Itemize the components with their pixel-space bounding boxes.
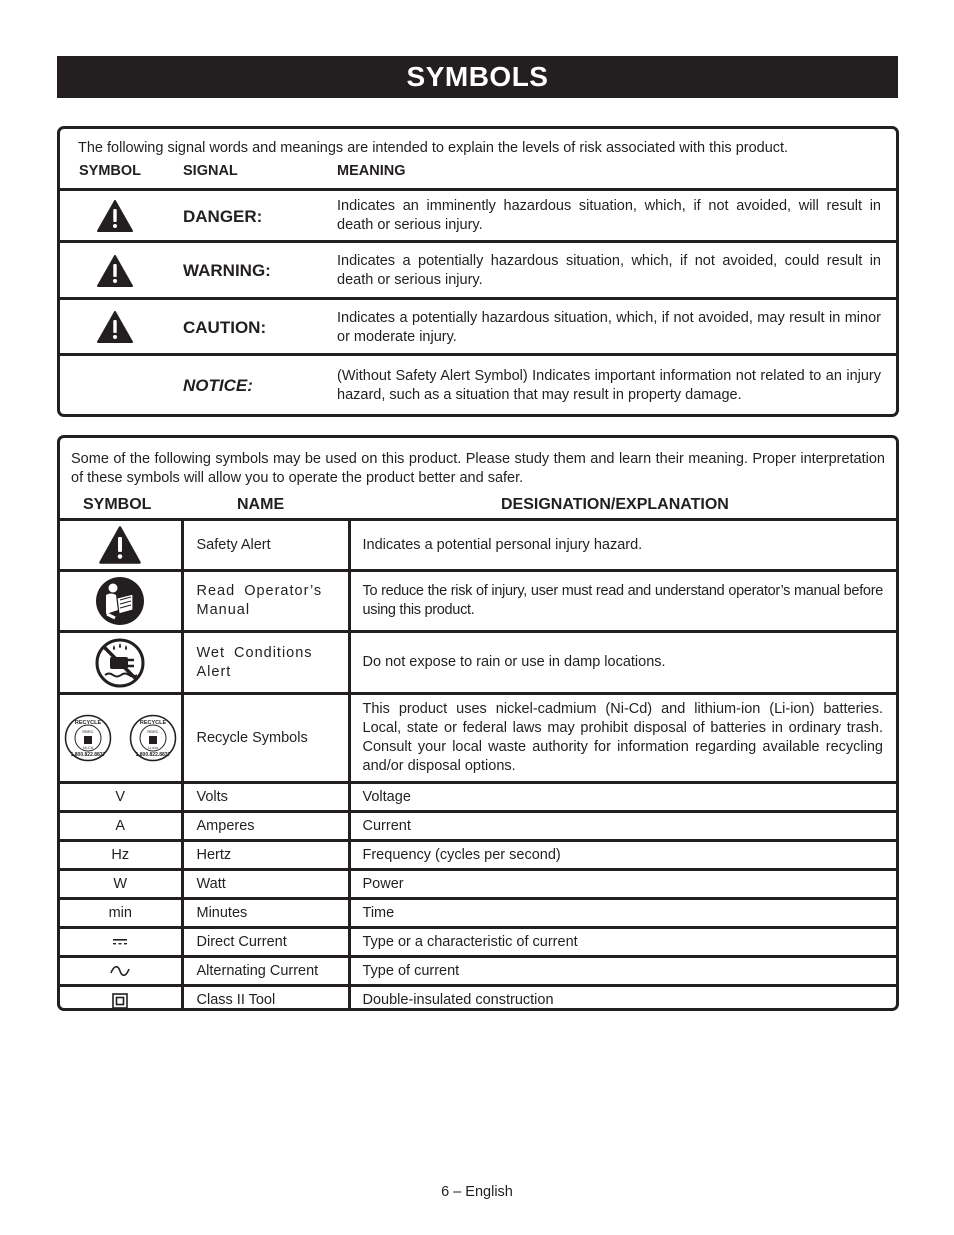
direct-current-icon xyxy=(112,938,128,946)
symbol-name: Watt xyxy=(182,870,349,899)
table-row xyxy=(60,899,896,928)
table-row xyxy=(60,520,896,571)
table-row xyxy=(60,957,896,986)
safety-alert-icon xyxy=(99,526,141,564)
symbol-name: Amperes xyxy=(182,812,349,841)
class-ii-tool-icon xyxy=(112,993,128,1009)
table-row xyxy=(60,812,896,841)
symbol-text: Hz xyxy=(60,841,182,870)
signal-row-warning xyxy=(60,240,896,300)
signal-word: DANGER: xyxy=(183,207,263,226)
seal-chemistry-text: Li-ion xyxy=(147,745,158,750)
table-row xyxy=(60,986,896,1012)
symbol-designation: Indicates a potential personal injury hazard. xyxy=(349,520,896,571)
seal-center-text: RBRC xyxy=(81,729,94,734)
safety-alert-icon xyxy=(97,255,133,287)
table-row xyxy=(60,783,896,812)
symbol-designation: This product uses nickel-cadmium (Ni-Cd) and lithium-ion (Li-ion) batteries. Local, state or federal laws may prohibit disposal of batteries in ordinary trash. Consult your local waste authority for information regarding available recycling and/or disposal options. xyxy=(349,694,896,783)
signal-meaning: Indicates a potentially hazardous situation, which, if not avoided, may result in minor or moderate injury. xyxy=(337,310,881,345)
page-footer: 6 – English xyxy=(441,1184,513,1200)
symbol-name: Wet Conditions Alert xyxy=(182,632,349,694)
seal-bottom-text: 1.800.822.8837 xyxy=(135,752,171,758)
recycle-seal-icon xyxy=(64,714,112,762)
header-symbol: SYMBOL xyxy=(79,163,142,179)
recycle-seal-icon xyxy=(129,714,177,762)
symbol-designation: Do not expose to rain or use in damp locations. xyxy=(349,632,896,694)
seal-chemistry-text: Ni-Cd xyxy=(82,745,93,750)
signal-meaning: Indicates an imminently hazardous situation, which, if not avoided, will result in death or serious injury. xyxy=(337,198,881,233)
symbol-cell xyxy=(60,694,182,783)
symbol-text: A xyxy=(60,812,182,841)
symbol-designation: Current xyxy=(349,812,896,841)
symbol-designation: Type of current xyxy=(349,957,896,986)
seal-center-text: RBRC xyxy=(147,729,159,734)
symbol-designation: To reduce the risk of injury, user must read and understand operator’s manual before using this product. xyxy=(349,571,896,632)
table-row xyxy=(60,694,896,783)
symbol-name: Volts xyxy=(182,783,349,812)
symbol-cell xyxy=(60,986,182,1012)
signal-meaning: (Without Safety Alert Symbol) Indicates important information not related to an injury hazard, such as a situation that may result in property damage. xyxy=(337,368,881,403)
symbol-text: V xyxy=(60,783,182,812)
header-signal: SIGNAL xyxy=(183,163,238,179)
signal-word: WARNING: xyxy=(183,261,271,280)
seal-top-text: RECYCLE xyxy=(74,720,101,726)
signal-intro: The following signal words and meanings are intended to explain the levels of risk associated with this product. xyxy=(78,140,789,156)
symbol-name: Direct Current xyxy=(182,928,349,957)
wet-conditions-icon xyxy=(95,638,145,688)
signal-row-notice xyxy=(60,353,896,417)
symbol-cell xyxy=(60,632,182,694)
seal-bottom-text: 1.800.822.8837 xyxy=(70,752,106,758)
symbol-cell xyxy=(60,520,182,571)
symbols-intro: Some of the following symbols may be used on this product. Please study them and learn their meaning. Proper interpretation of these symbols will allow you to operate the product better and safer. xyxy=(71,451,885,486)
table-row xyxy=(60,632,896,694)
symbol-designation: Voltage xyxy=(349,783,896,812)
signal-meaning: Indicates a potentially hazardous situation, which, if not avoided, could result in death or serious injury. xyxy=(337,253,881,288)
alternating-current-icon xyxy=(110,965,130,977)
symbol-designation: Double-insulated construction xyxy=(349,986,896,1012)
symbol-name: Read Operator’s Manual xyxy=(182,571,349,632)
symbol-designation: Power xyxy=(349,870,896,899)
symbols-panel xyxy=(57,435,899,1011)
read-manual-icon xyxy=(95,576,145,626)
table-row xyxy=(60,928,896,957)
seal-top-text: RECYCLE xyxy=(139,720,167,726)
symbol-name: Safety Alert xyxy=(182,520,349,571)
symbol-designation: Frequency (cycles per second) xyxy=(349,841,896,870)
table-row xyxy=(60,870,896,899)
table-row xyxy=(60,571,896,632)
symbol-name: Minutes xyxy=(182,899,349,928)
symbol-cell xyxy=(60,957,182,986)
symbol-name: Class II Tool xyxy=(182,986,349,1012)
table-row xyxy=(60,841,896,870)
symbol-designation: Time xyxy=(349,899,896,928)
symbol-designation: Type or a characteristic of current xyxy=(349,928,896,957)
symbol-name: Hertz xyxy=(182,841,349,870)
signal-row-danger xyxy=(60,188,896,243)
safety-alert-icon xyxy=(97,311,133,343)
safety-alert-icon xyxy=(97,200,133,232)
symbol-name: Recycle Symbols xyxy=(182,694,349,783)
symbol-text: min xyxy=(60,899,182,928)
signal-word: CAUTION: xyxy=(183,318,267,337)
header-meaning: MEANING xyxy=(337,163,406,179)
symbol-name: Alternating Current xyxy=(182,957,349,986)
symbol-cell xyxy=(60,928,182,957)
signal-word: NOTICE: xyxy=(183,376,253,395)
symbols-table xyxy=(60,518,896,1011)
header-name: NAME xyxy=(237,496,285,513)
signal-row-caution xyxy=(60,297,896,356)
signal-words-panel xyxy=(57,126,899,417)
header-symbol: SYMBOL xyxy=(83,496,152,513)
symbol-cell xyxy=(60,571,182,632)
header-designation: DESIGNATION/EXPLANATION xyxy=(501,496,729,513)
page-title: SYMBOLS xyxy=(57,56,898,98)
symbol-text: W xyxy=(60,870,182,899)
